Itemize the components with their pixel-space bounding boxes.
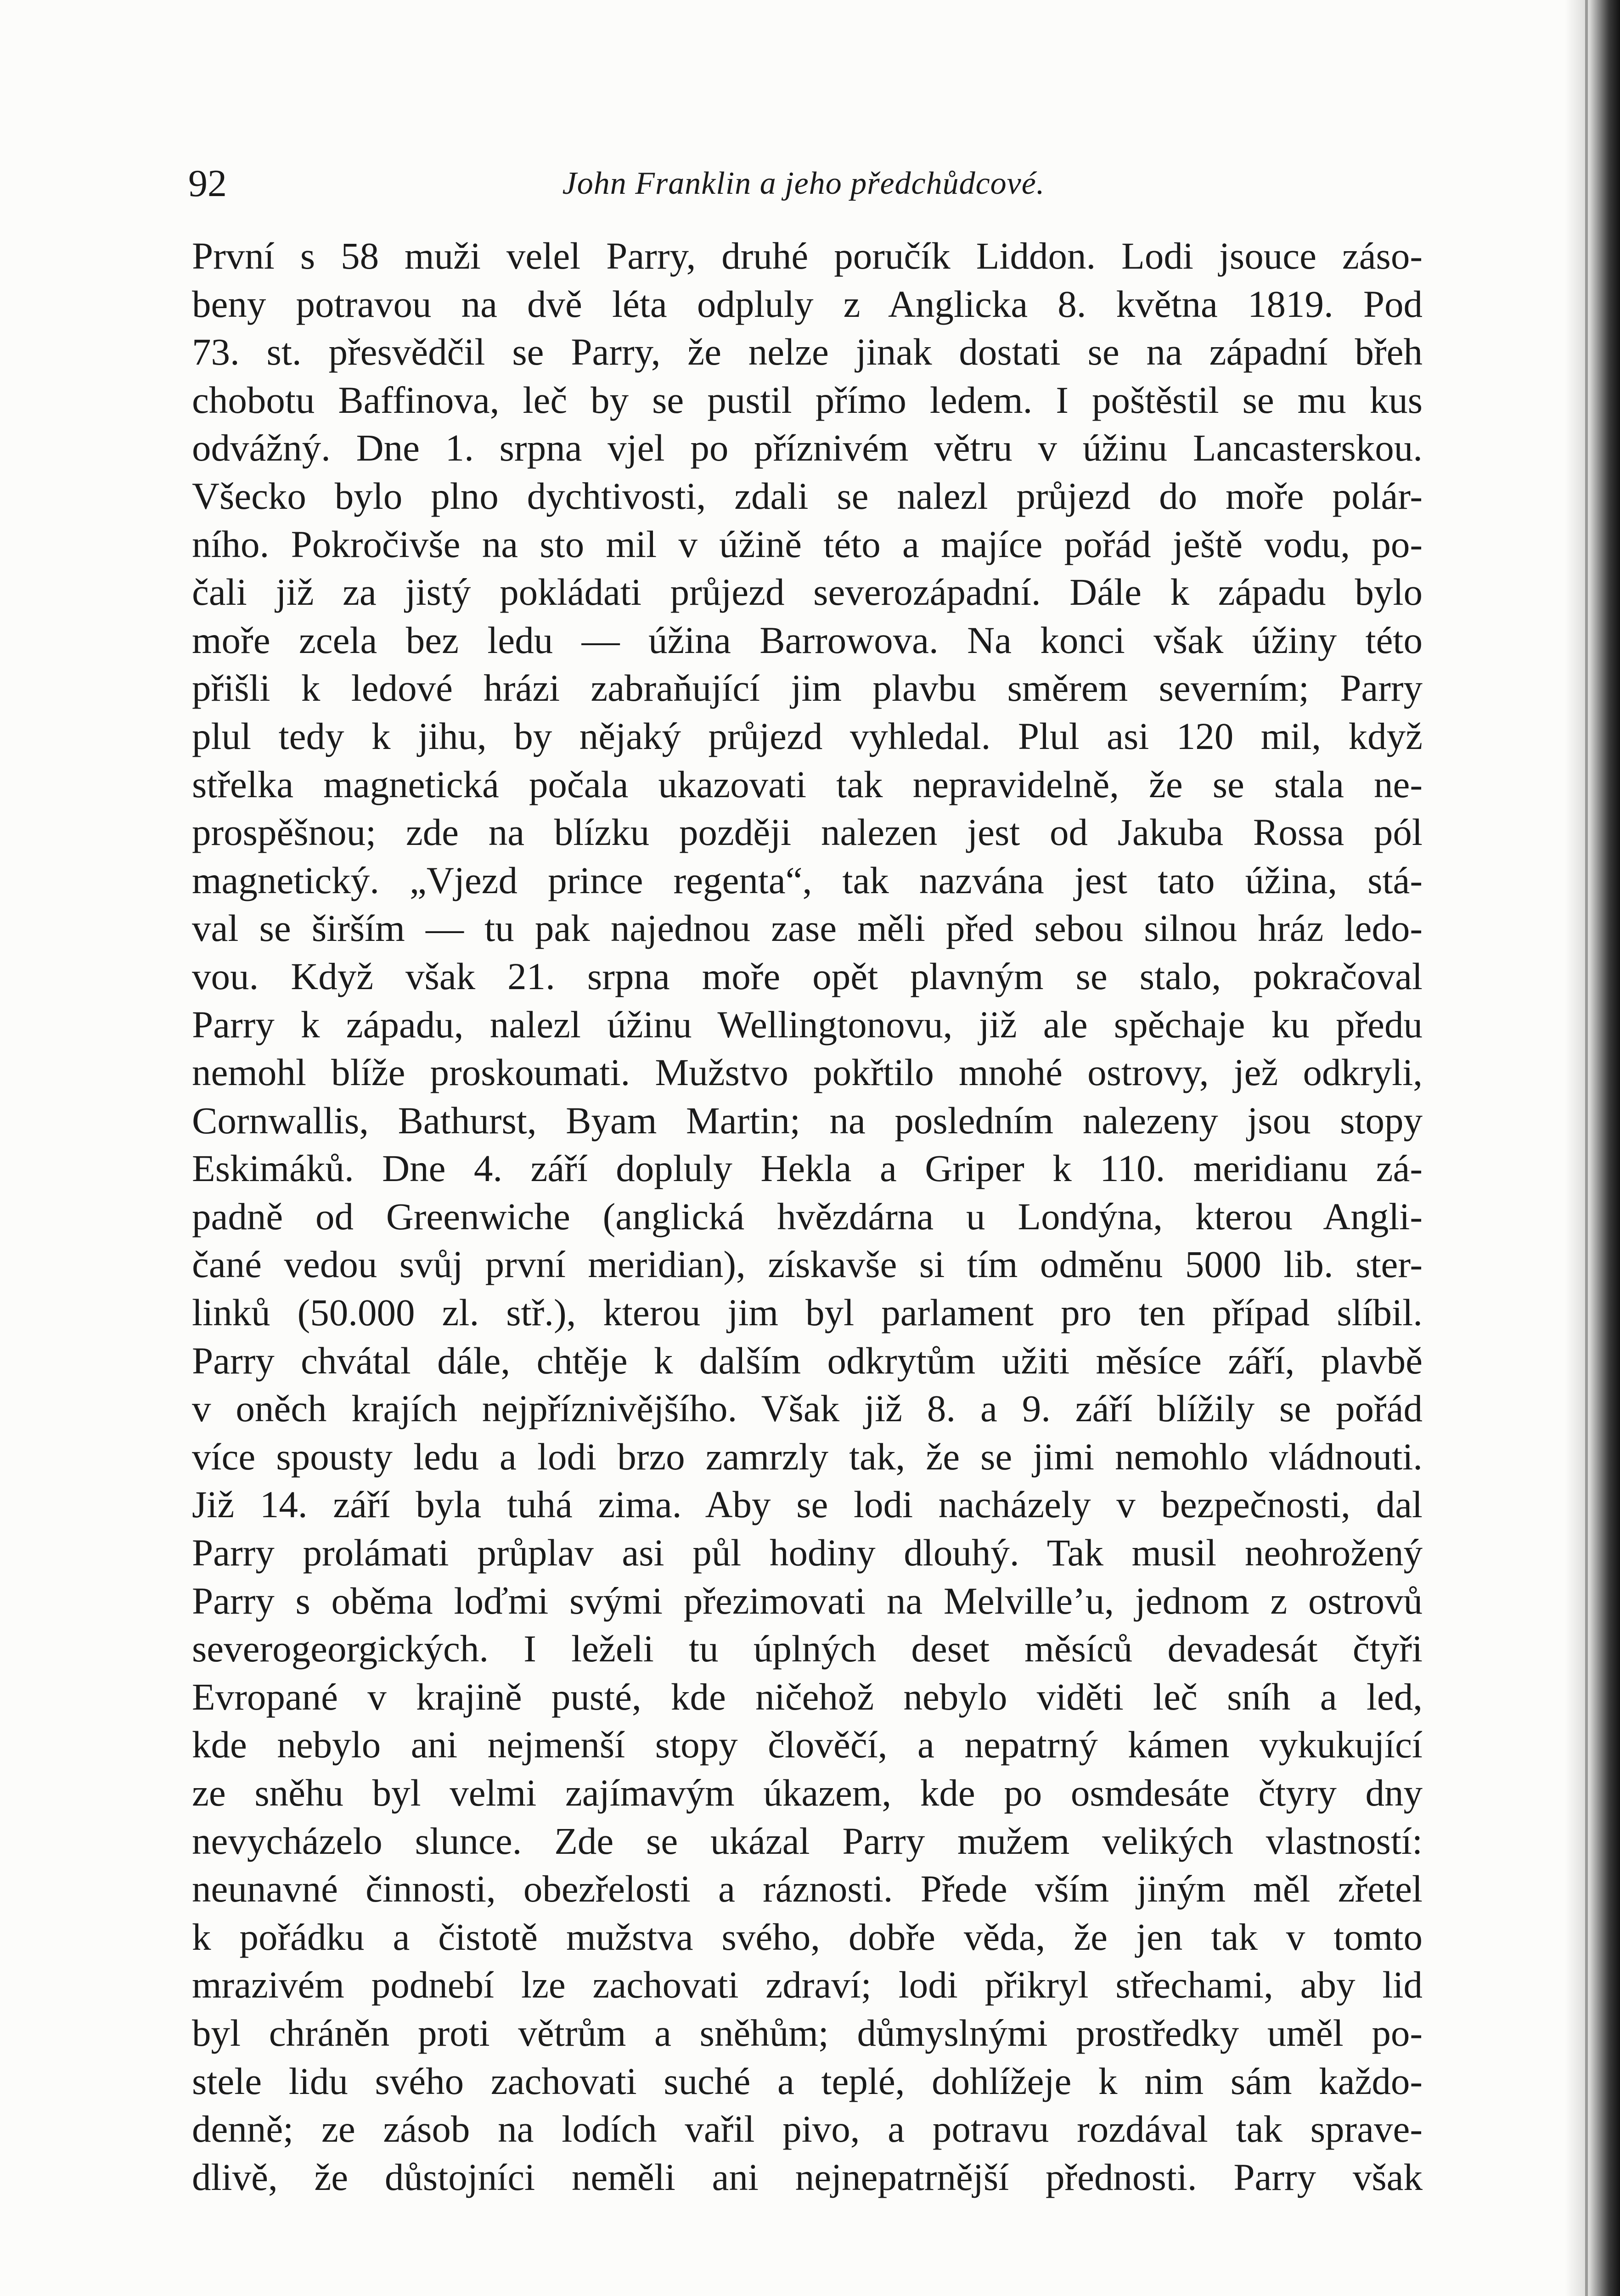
text-line: plul tedy k jihu, by nějaký průjezd vyhledal. Plul asi 120 mil, když bbox=[192, 715, 1423, 757]
text-line: Parry s oběma loďmi svými přezimovati na Melville’u, jednom z ostrovů bbox=[192, 1579, 1423, 1622]
text-line: linků (50.000 zl. stř.), kterou jim byl parlament pro ten případ slíbil. bbox=[192, 1291, 1423, 1334]
body-text bbox=[192, 232, 1423, 2201]
page-header bbox=[188, 158, 1419, 214]
text-line: kde nebylo ani nejmenší stopy člověčí, a nepatrný kámen vykukující bbox=[192, 1723, 1423, 1766]
text-line: stele lidu svého zachovati suché a teplé, dohlížeje k nim sám každo- bbox=[192, 2060, 1423, 2102]
text-line: byl chráněn proti větrům a sněhům; důmyslnými prostředky uměl po- bbox=[192, 2011, 1423, 2054]
text-line: Již 14. září byla tuhá zima. Aby se lodi nacházely v bezpečnosti, dal bbox=[192, 1483, 1423, 1526]
text-line: střelka magnetická počala ukazovati tak nepravidelně, že se stala ne- bbox=[192, 763, 1423, 805]
text-line: odvážný. Dne 1. srpna vjel po příznivém větru v úžinu Lancasterskou. bbox=[192, 427, 1423, 469]
text-line: Evropané v krajině pusté, kde ničehož nebylo viděti leč sníh a led, bbox=[192, 1675, 1423, 1718]
text-line: Parry chvátal dále, chtěje k dalším odkrytům užiti měsíce září, plavbě bbox=[192, 1339, 1423, 1382]
text-line: moře zcela bez ledu — úžina Barrowova. Na konci však úžiny této bbox=[192, 619, 1423, 661]
text-line: 73. st. přesvědčil se Parry, že nelze jinak dostati se na západní břeh bbox=[192, 331, 1423, 373]
running-title: John Franklin a jeho předchůdcové. bbox=[562, 166, 1045, 201]
text-line: v oněch krajích nejpříznivějšího. Však již 8. a 9. září blížily se pořád bbox=[192, 1387, 1423, 1430]
text-line: ního. Pokročivše na sto mil v úžině této a majíce pořád ještě vodu, po- bbox=[192, 523, 1423, 565]
text-line: čali již za jistý pokládati průjezd severozápadní. Dále k západu bylo bbox=[192, 571, 1423, 613]
text-line: nemohl blíže proskoumati. Mužstvo pokřtilo mnohé ostrovy, jež odkryli, bbox=[192, 1051, 1423, 1094]
text-line: čané vedou svůj první meridian), získavše si tím odměnu 5000 lib. ster- bbox=[192, 1243, 1423, 1286]
text-line: mrazivém podnebí lze zachovati zdraví; lodi přikryl střechami, aby lid bbox=[192, 1964, 1423, 2006]
text-line: Eskimáků. Dne 4. září dopluly Hekla a Griper k 110. meridianu zá- bbox=[192, 1147, 1423, 1190]
text-line: denně; ze zásob na lodích vařil pivo, a potravu rozdával tak sprave- bbox=[192, 2108, 1423, 2150]
text-line: vou. Když však 21. srpna moře opět plavným se stalo, pokračoval bbox=[192, 955, 1423, 997]
text-line: ze sněhu byl velmi zajímavým úkazem, kde po osmdesáte čtyry dny bbox=[192, 1772, 1423, 1814]
text-line: První s 58 muži velel Parry, druhé poručík Liddon. Lodi jsouce záso- bbox=[192, 235, 1423, 277]
text-line: val se širším — tu pak najednou zase měli před sebou silnou hráz ledo- bbox=[192, 907, 1423, 950]
text-line: k pořádku a čistotě mužstva svého, dobře věda, že jen tak v tomto bbox=[192, 1915, 1423, 1958]
text-line: nevycházelo slunce. Zde se ukázal Parry mužem velikých vlastností: bbox=[192, 1819, 1423, 1862]
text-line: prospěšnou; zde na blízku později nalezen jest od Jakuba Rossa pól bbox=[192, 811, 1423, 854]
text-line: Parry k západu, nalezl úžinu Wellingtonovu, již ale spěchaje ku předu bbox=[192, 1003, 1423, 1046]
text-line: Cornwallis, Bathurst, Byam Martin; na posledním nalezeny jsou stopy bbox=[192, 1099, 1423, 1142]
text-line: dlivě, že důstojníci neměli ani nejnepatrnější přednosti. Parry však bbox=[192, 2155, 1423, 2198]
text-line: beny potravou na dvě léta odpluly z Anglicka 8. května 1819. Pod bbox=[192, 282, 1423, 325]
text-line: severogeorgických. I leželi tu úplných deset měsíců devadesát čtyři bbox=[192, 1627, 1423, 1670]
text-line: neunavné činnosti, obezřelosti a ráznosti. Přede vším jiným měl zřetel bbox=[192, 1868, 1423, 1910]
text-line: chobotu Baffinova, leč by se pustil přímo ledem. I poštěstil se mu kus bbox=[192, 378, 1423, 421]
text-line: více spousty ledu a lodi brzo zamrzly tak, že se jimi nemohlo vládnouti. bbox=[192, 1435, 1423, 1478]
text-line: Všecko bylo plno dychtivosti, zdali se nalezl průjezd do moře polár- bbox=[192, 474, 1423, 517]
page-edge-line bbox=[1585, 0, 1588, 2296]
text-line: magnetický. „Vjezd prince regenta“, tak nazvána jest tato úžina, stá- bbox=[192, 859, 1423, 901]
text-line: Parry prolámati průplav asi půl hodiny dlouhý. Tak musil neohrožený bbox=[192, 1531, 1423, 1574]
text-line: přišli k ledové hrázi zabraňující jim plavbu směrem severním; Parry bbox=[192, 667, 1423, 709]
page-edge-shadow bbox=[1565, 0, 1620, 2296]
page-number: 92 bbox=[188, 162, 227, 205]
text-line: padně od Greenwiche (anglická hvězdárna u Londýna, kterou Angli- bbox=[192, 1195, 1423, 1238]
